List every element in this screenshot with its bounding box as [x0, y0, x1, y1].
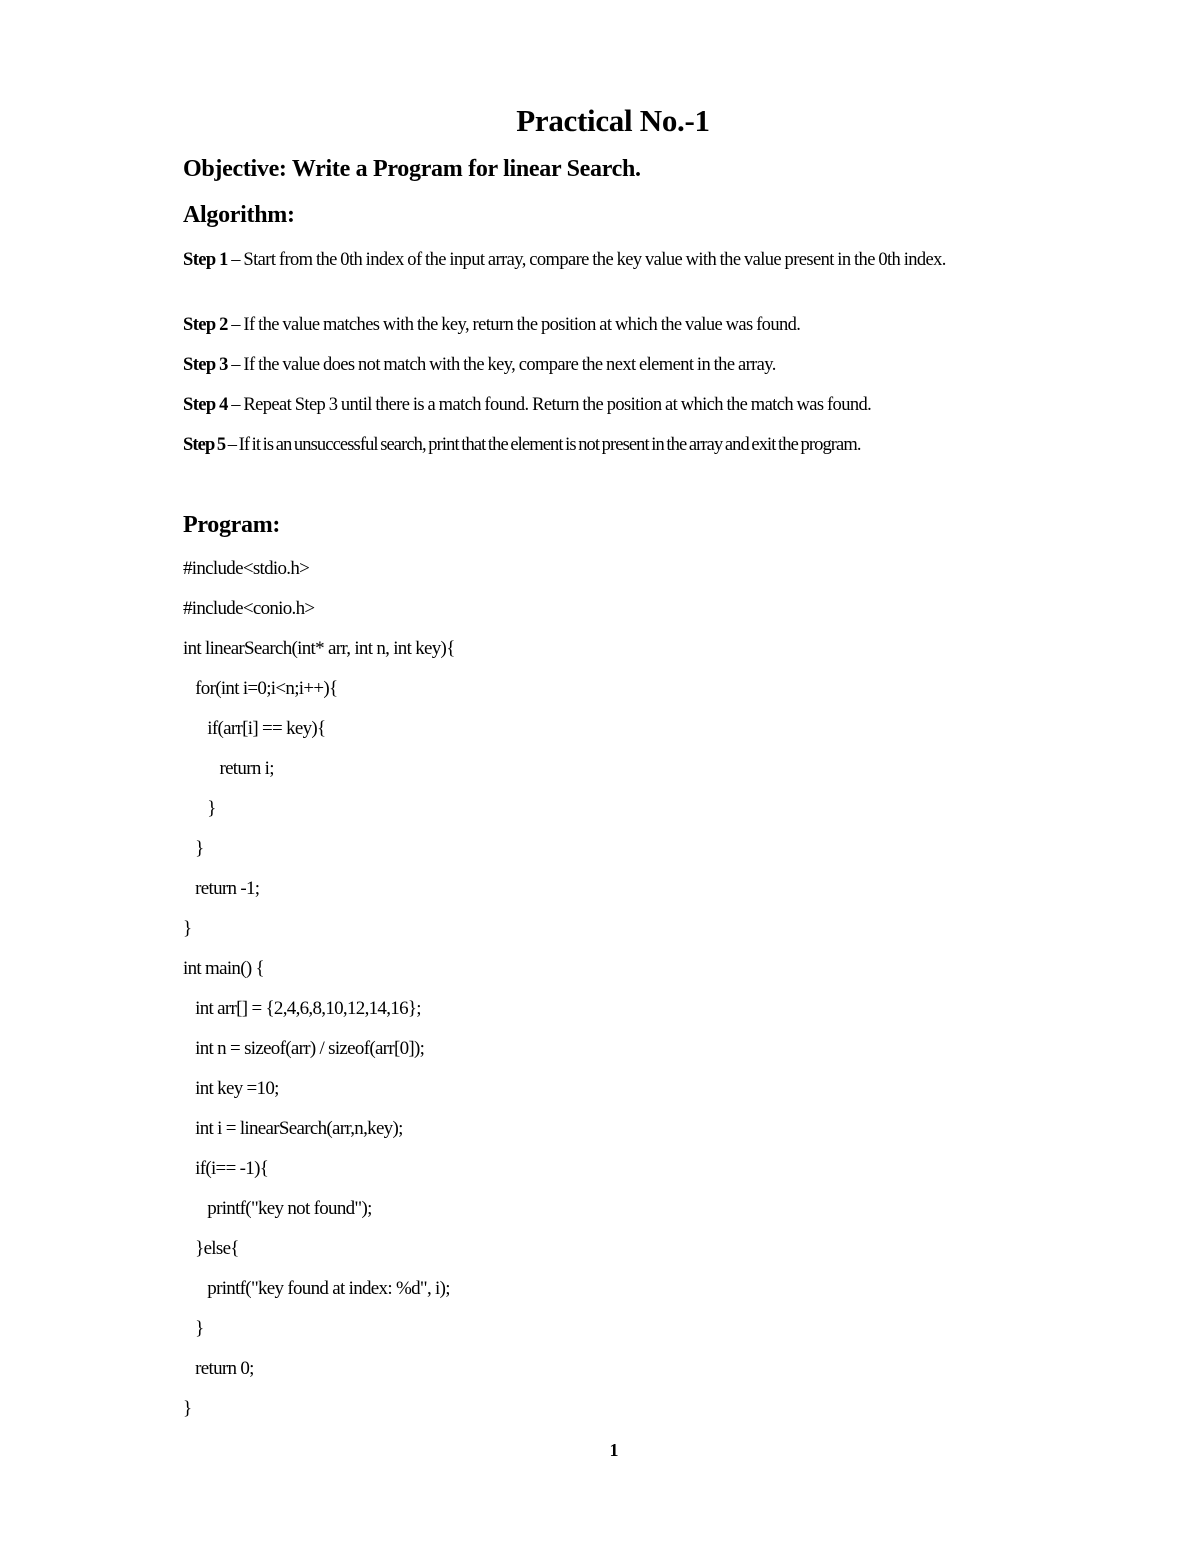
- code-line: return i;: [183, 758, 274, 779]
- algorithm-step: [183, 353, 1053, 378]
- step-label: Step 5: [183, 435, 226, 455]
- code-line: printf("key found at index: %d", i);: [183, 1278, 450, 1299]
- code-line: }: [183, 1318, 204, 1339]
- code-line: for(int i=0;i<n;i++){: [183, 678, 338, 699]
- step-text: – If the value does not match with the key, compare the next element in the array.: [227, 355, 776, 375]
- code-line: int linearSearch(int* arr, int n, int key){: [183, 638, 455, 659]
- code-line: int i = linearSearch(arr,n,key);: [183, 1118, 403, 1139]
- objective-heading: Objective: Write a Program for linear Search.: [183, 156, 641, 182]
- code-line: }: [183, 798, 216, 819]
- step-text: – Start from the 0th index of the input array, compare the key value with the value present in the 0th index.: [227, 250, 946, 270]
- step-text: – If the value matches with the key, return the position at which the value was found.: [227, 315, 801, 335]
- code-line: }: [183, 918, 192, 939]
- algorithm-step: [183, 248, 1053, 273]
- step-text: – If it is an unsuccessful search, print that the element is not present in the array and exit the program.: [225, 435, 861, 455]
- algorithm-step: [183, 433, 1053, 458]
- algorithm-step: [183, 393, 1053, 418]
- step-label: Step 1: [183, 250, 228, 270]
- code-line: #include<conio.h>: [183, 598, 315, 619]
- step-label: Step 4: [183, 395, 228, 415]
- code-line: return 0;: [183, 1358, 254, 1379]
- page-number: 1: [609, 1440, 619, 1460]
- code-line: #include<stdio.h>: [183, 558, 310, 579]
- code-line: if(i== -1){: [183, 1158, 269, 1179]
- code-line: int key =10;: [183, 1078, 279, 1099]
- page-title: Practical No.-1: [516, 103, 710, 138]
- code-line: int arr[] = {2,4,6,8,10,12,14,16};: [183, 998, 421, 1019]
- code-line: int n = sizeof(arr) / sizeof(arr[0]);: [183, 1038, 425, 1059]
- code-line: if(arr[i] == key){: [183, 718, 326, 739]
- algorithm-step: [183, 313, 1053, 338]
- code-line: }else{: [183, 1238, 239, 1259]
- program-heading: Program:: [183, 512, 281, 538]
- step-label: Step 2: [183, 315, 228, 335]
- algorithm-heading: Algorithm:: [183, 202, 295, 228]
- step-label: Step 3: [183, 355, 228, 375]
- step-text: – Repeat Step 3 until there is a match found. Return the position at which the match was found.: [227, 395, 872, 415]
- code-line: }: [183, 838, 204, 859]
- code-line: int main() {: [183, 958, 264, 979]
- code-line: printf("key not found");: [183, 1198, 372, 1219]
- code-line: }: [183, 1398, 192, 1419]
- code-line: return -1;: [183, 878, 260, 899]
